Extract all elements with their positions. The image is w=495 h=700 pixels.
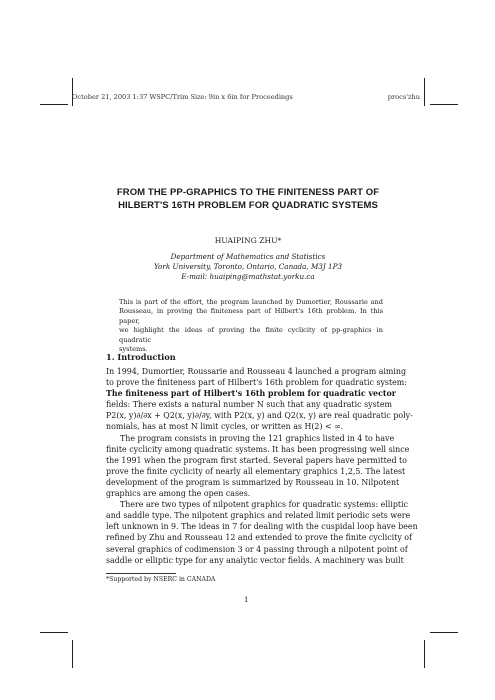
crop-mark — [430, 104, 458, 105]
header-left: October 21, 2003 1:37 WSPC/Trim Size: 9in x 6in for Proceedings — [72, 93, 293, 101]
body-line: development of the program is summarized by Rousseau in 10. Nilpotent — [106, 477, 400, 487]
body-line: In 1994, Dumortier, Roussarie and Rousseau 4 launched a program aiming — [106, 367, 407, 376]
crop-mark — [40, 104, 68, 105]
crop-mark — [72, 78, 73, 106]
body-line: prove the finite cyclicity of nearly all elementary graphics 1,2,5. The latest — [106, 466, 406, 476]
running-header — [72, 93, 420, 101]
body-line: refined by Zhu and Rousseau 12 and extended to prove the finite cyclicity of — [106, 533, 412, 543]
title-line-2: HILBERT'S 16TH PROBLEM FOR QUADRATIC SYSTEMS — [118, 200, 378, 211]
footnote: *Supported by NSERC in CANADA — [106, 576, 216, 583]
body-line: P2(x, y)∂/∂x + Q2(x, y)∂/∂y, with P2(x, y) and Q2(x, y) are real quadratic poly- — [106, 411, 413, 421]
paper-title — [72, 186, 424, 212]
body-line: saddle or elliptic type for any analytic vector fields. A machinery was built — [106, 555, 404, 565]
abstract-line: we highlight the ideas of proving the finite cyclicity of pp-graphics in quadratic — [119, 326, 383, 344]
body-line: several graphics of codimension 3 or 4 passing through a nilpotent point of — [106, 544, 408, 554]
body-line: graphics are among the open cases. — [106, 489, 251, 499]
footnote-rule — [106, 573, 176, 574]
body-line: left unknown in 9. The ideas in 7 for dealing with the cuspidal loop have been — [106, 522, 418, 532]
abstract-line: This is part of the effort, the program launched by Dumortier, Roussarie and — [119, 298, 383, 306]
body-line: finite cyclicity among quadratic systems. It has been progressing well since — [106, 444, 410, 454]
body-line: the 1991 when the program first started. Several papers have permitted to — [106, 455, 407, 465]
body-line: fields: There exists a natural number N such that any quadratic system — [106, 400, 392, 410]
author: HUAIPING ZHU* — [214, 236, 282, 245]
page-number: 1 — [244, 596, 249, 604]
crop-mark — [424, 640, 425, 668]
crop-mark — [424, 78, 425, 106]
affiliation — [72, 252, 424, 282]
body-line: to prove the finiteness part of Hilbert's 16th problem for quadratic system: — [106, 378, 407, 388]
title-line-1: FROM THE PP-GRAPHICS TO THE FINITENESS PART OF — [116, 187, 380, 198]
body-text — [106, 366, 418, 566]
body-line: and saddle type. The nilpotent graphics and related limit periodic sets were — [106, 511, 411, 521]
email: E-mail: huaiping@mathstat.yorku.ca — [181, 272, 315, 281]
body-line: nomials, has at most N limit cycles, or written as H(2) < ∞. — [106, 422, 344, 432]
body-line: The program consists in proving the 121 graphics listed in 4 to have — [120, 433, 395, 443]
crop-mark — [40, 632, 68, 633]
abstract — [119, 298, 383, 354]
crop-mark — [72, 640, 73, 668]
body-line: The finiteness part of Hilbert's 16th problem for quadratic vector — [106, 389, 396, 399]
department: Department of Mathematics and Statistics — [170, 252, 326, 261]
body-line: There are two types of nilpotent graphics for quadratic systems: elliptic — [120, 500, 409, 510]
section-heading: 1. Introduction — [106, 352, 176, 362]
abstract-line: systems. — [119, 345, 148, 354]
crop-mark — [430, 632, 458, 633]
abstract-line: Rousseau, in proving the finiteness part of Hilbert's 16th problem. In this paper, — [119, 307, 383, 325]
university: York University, Toronto, Ontario, Canada, M3J 1P3 — [153, 262, 343, 271]
header-right: procs'zhu — [387, 93, 420, 101]
